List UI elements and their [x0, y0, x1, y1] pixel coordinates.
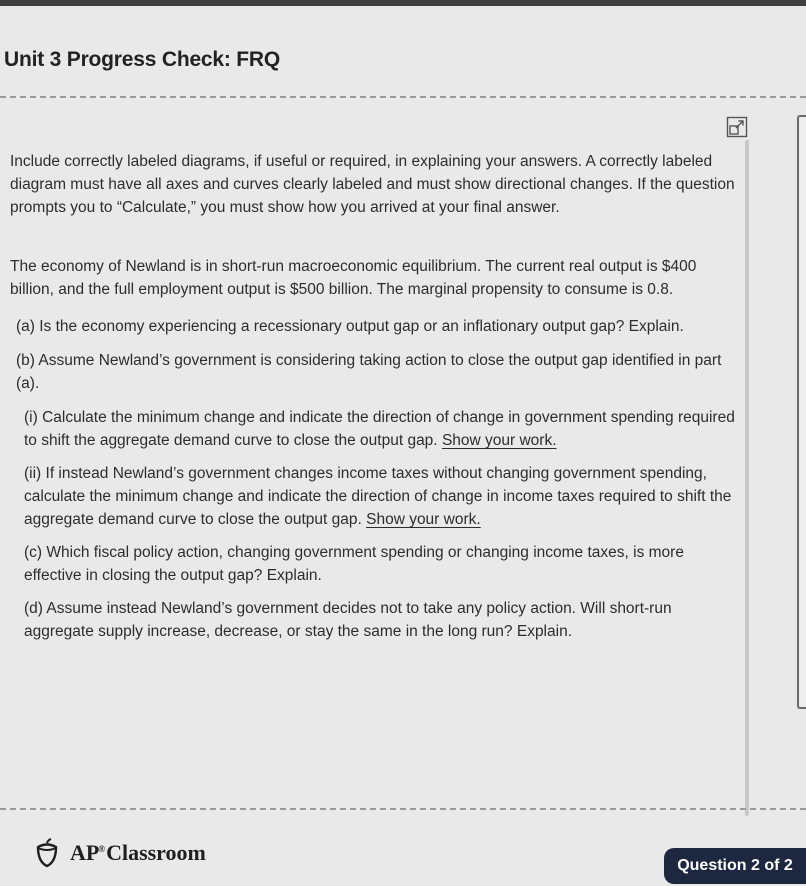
- side-panel-edge[interactable]: [797, 115, 806, 709]
- logo-registered-mark: ®: [98, 843, 106, 854]
- part-b-i-text: [24, 406, 740, 452]
- part-c-text: (c) Which fiscal policy action, changing government spending or changing income taxes, is more effective in closing the output gap? Explain.: [24, 544, 684, 584]
- part-b-i-body: (i) Calculate the minimum change and indicate the direction of change in government spending required to shift the aggregate demand curve to close the output gap.: [24, 409, 735, 449]
- expand-icon[interactable]: [726, 116, 748, 138]
- content-scrollbar[interactable]: [745, 140, 749, 816]
- part-b-ii-text: [24, 462, 740, 531]
- part-b-ii-body: (ii) If instead Newland’s government changes income taxes without changing government spending, calculate the minimum change and indicate the direction of change in income taxes required to shift the aggregate demand curve to close the output gap.: [24, 465, 732, 528]
- instructions-text: Include correctly labeled diagrams, if useful or required, in explaining your answers. A correctly labeled diagram must have all axes and curves clearly labeled and must show directional changes. If the question prompts you to “Calculate,” you must show how you arrived at your final answer.: [10, 153, 735, 216]
- question-content: [10, 150, 740, 653]
- footer-divider: [0, 808, 806, 810]
- question-prompt: The economy of Newland is in short-run macroeconomic equilibrium. The current real output is $400 billion, and the full employment output is $500 billion. The marginal propensity to consume is 0.8.: [10, 258, 697, 298]
- acorn-icon: [34, 838, 60, 868]
- part-b-text: (b) Assume Newland’s government is considering taking action to close the output gap identified in part (a).: [16, 352, 722, 392]
- show-work-label-ii: Show your work.: [366, 511, 481, 528]
- page-title: Unit 3 Progress Check: FRQ: [4, 48, 281, 71]
- part-d-text: (d) Assume instead Newland’s government decides not to take any policy action. Will short-run aggregate supply increase, decrease, or stay the same in the long run? Explain.: [24, 600, 672, 640]
- part-a-text: (a) Is the economy experiencing a recessionary output gap or an inflationary output gap? Explain.: [16, 318, 684, 335]
- logo-name: Classroom: [106, 840, 206, 865]
- header-divider: [0, 96, 806, 98]
- logo-text: [70, 840, 206, 866]
- ap-classroom-logo: [34, 838, 206, 868]
- show-work-label-i: Show your work.: [441, 432, 557, 449]
- question-counter-button[interactable]: Question 2 of 2: [664, 848, 806, 884]
- top-window-edge: [0, 0, 806, 6]
- logo-brand: AP: [70, 840, 100, 865]
